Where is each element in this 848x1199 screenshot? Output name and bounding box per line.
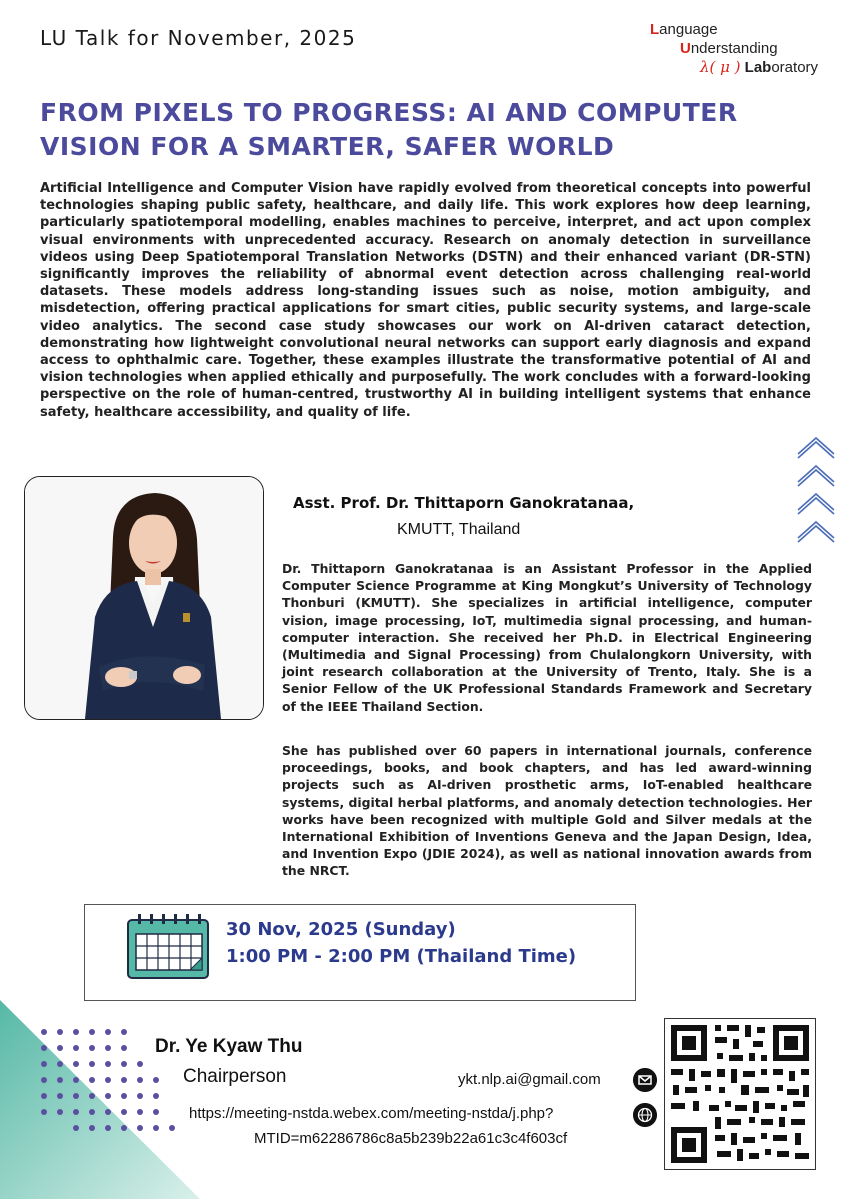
chevron-up-decoration-icon — [796, 432, 836, 544]
logo-word-laboratory: oratory — [771, 59, 819, 76]
logo-letter-u: U — [680, 40, 691, 57]
speaker-portrait-illustration — [25, 477, 263, 719]
logo-lab-bold: Lab — [744, 59, 772, 76]
talk-label: LU Talk for November, 2025 — [40, 26, 357, 50]
logo-word-understanding: nderstanding — [690, 40, 778, 57]
chairperson-name: Dr. Ye Kyaw Thu — [155, 1036, 303, 1057]
mail-icon — [633, 1068, 657, 1092]
qr-code[interactable] — [664, 1018, 816, 1170]
speaker-bio-paragraph-1: Dr. Thittaporn Ganokratanaa is an Assistant Professor in the Applied Computer Science Programme at King Mongkut’s University of Technology Thonburi (KMUTT). She specializes in artificial intelligence, computer vision, image processing, IoT, multimedia signal processing, and human-computer interaction. She received her Ph.D. in Electrical Engineering (Multimedia and Signal Processing) from Chulalongkorn University, with joint research collaboration at the University of Trento, Italy. She is a Senior Fellow of the UK Professional Standards Framework and Secretary of the IEEE Thailand Section. — [282, 561, 812, 714]
globe-icon — [633, 1103, 657, 1127]
qr-code-icon — [665, 1019, 815, 1169]
event-date: 30 Nov, 2025 (Sunday) — [226, 919, 456, 940]
contact-email[interactable]: ykt.nlp.ai@gmail.com — [458, 1071, 601, 1088]
speaker-affiliation: KMUTT, Thailand — [397, 521, 521, 538]
abstract-paragraph: Artificial Intelligence and Computer Vision have rapidly evolved from theoretical concepts into powerful technologies shaping public safety, healthcare, and daily life. This work explores how deep learning, particularly spatiotemporal modelling, enables machines to perceive, interpret, and act upon complex visual environments with unprecedented accuracy. Research on anomaly detection in surveillance videos using Deep Spatiotemporal Translation Networks (DSTN) and their enhanced variant (DR-STN) significantly improves the reliability of abnormal event detection across challenging real-world datasets. These models address long-standing issues such as noise, motion ambiguity, and misdetection, offering practical applications for smart cities, public security systems, and large-scale video analytics. The second case study showcases our work on AI-driven cataract detection, demonstrating how lightweight convolutional neural networks can support early diagnosis and expand access to ophthalmic care. Together, these examples illustrate the transformative potential of AI and vision technologies when applied ethically and purposefully. The work concludes with a forward-looking perspective on the role of human-centred, trustworthy AI in building intelligent systems that enhance safety, healthcare accessibility, and quality of life. — [40, 181, 811, 420]
speaker-photo — [24, 476, 264, 720]
logo-word-language: anguage — [659, 21, 718, 38]
lab-logo — [650, 20, 840, 77]
speaker-bio-paragraph-2: She has published over 60 papers in international journals, conference proceedings, books, and book chapters, and has led award-winning projects such as AI-driven prosthetic arms, IoT-enabled healthcare systems, digital herbal platforms, and anomaly detection technologies. Her works have been recognized with multiple Gold and Silver medals at the International Exhibition of Inventions Geneva and the Japan Design, Idea, and Invention Expo (JDIE 2024), as well as national innovation awards from the NRCT. — [282, 743, 812, 879]
speaker-name: Asst. Prof. Dr. Thittaporn Ganokratanaa, — [293, 494, 635, 512]
event-time: 1:00 PM - 2:00 PM (Thailand Time) — [226, 946, 577, 967]
calendar-icon — [124, 912, 212, 980]
logo-lambda-mu: λ( μ ) — [700, 58, 741, 76]
talk-title: FROM PIXELS TO PROGRESS: AI AND COMPUTER VISION FOR A SMARTER, SAFER WORLD — [40, 98, 738, 161]
meeting-url-line-2[interactable]: MTID=m62286786c8a5b239b22a61c3c4f603cf — [254, 1130, 568, 1147]
chairperson-role: Chairperson — [183, 1066, 287, 1087]
logo-letter-l: L — [650, 21, 660, 38]
meeting-url-line-1[interactable]: https://meeting-nstda.webex.com/meeting-nstda/j.php? — [189, 1105, 554, 1122]
